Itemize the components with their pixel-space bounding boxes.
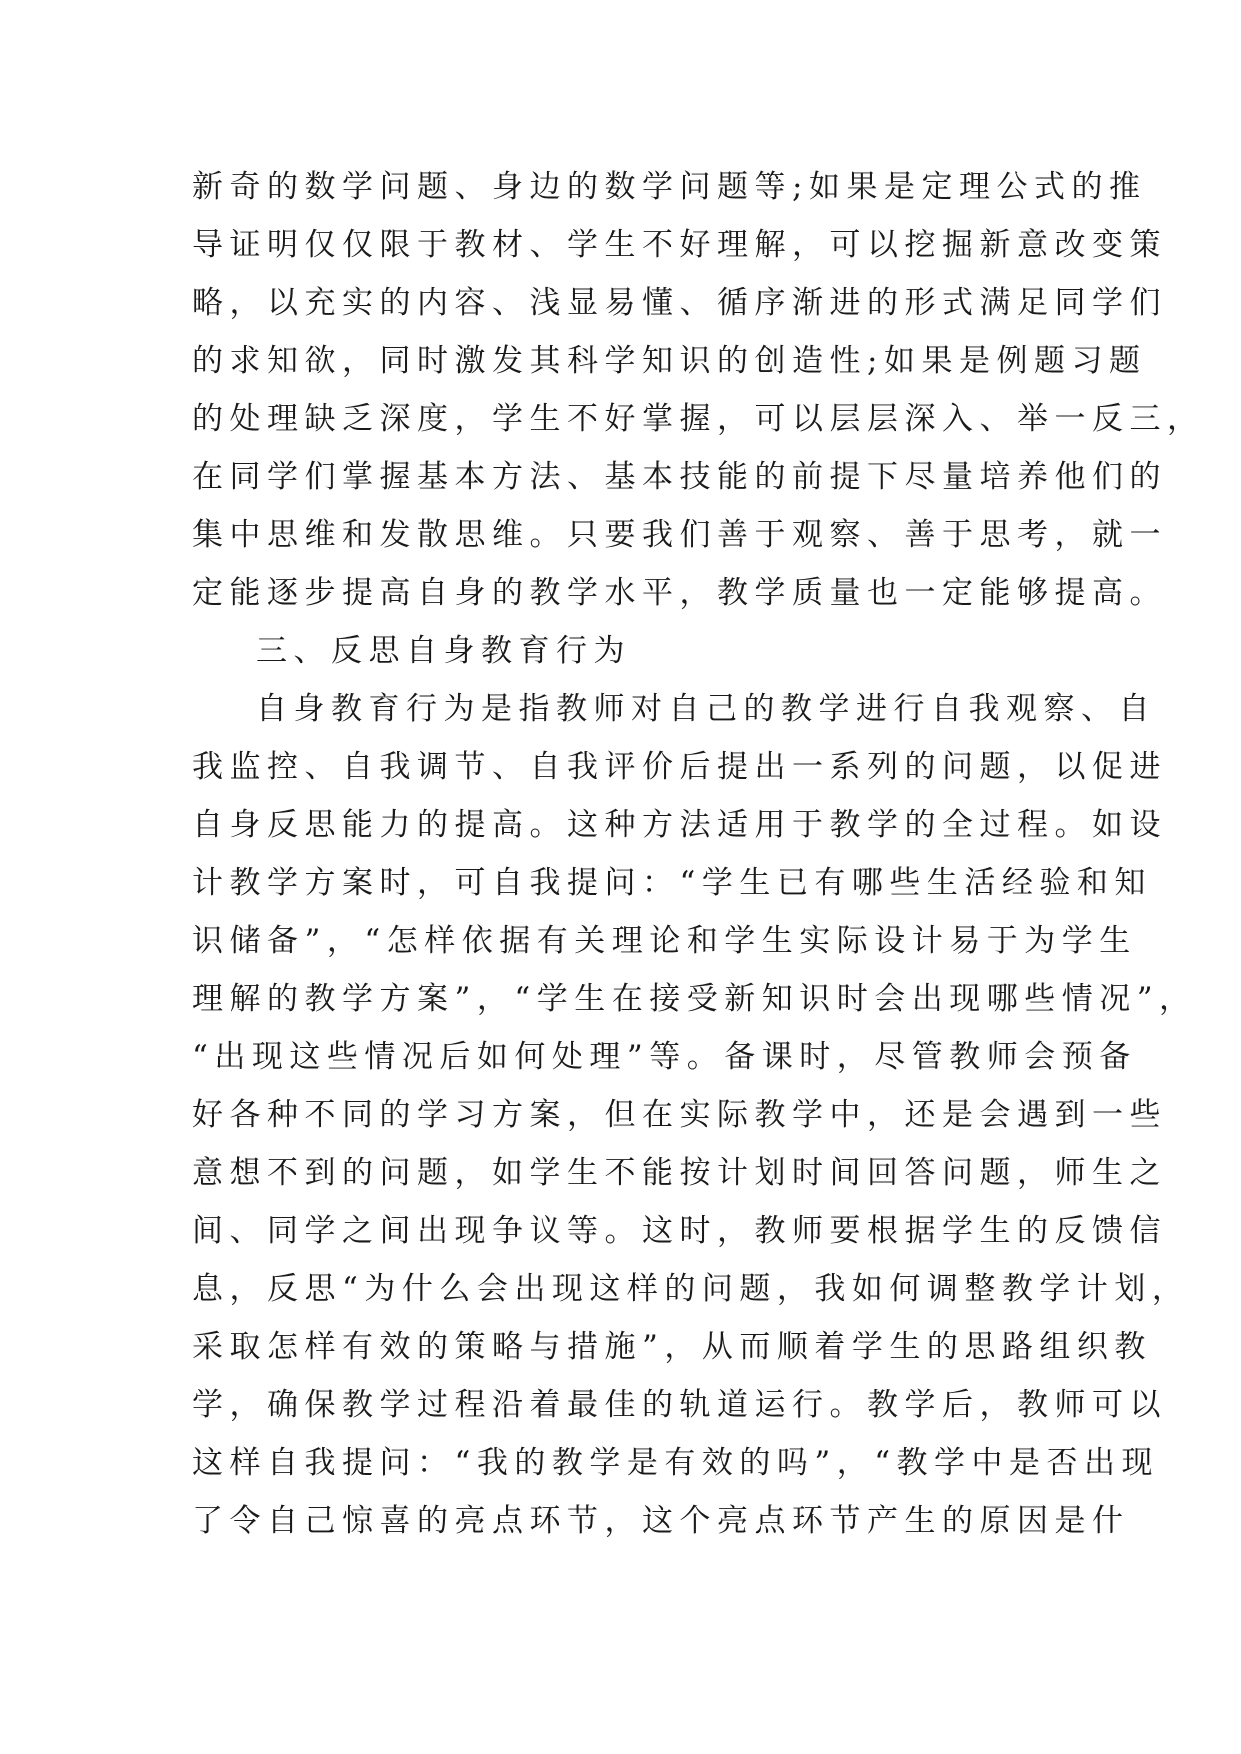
text-line: 理解的教学方案”，“学生在接受新知识时会出现哪些情况”， bbox=[192, 981, 1197, 1017]
text-line: 好各种不同的学习方案，但在实际教学中，还是会遇到一些 bbox=[192, 1097, 1167, 1133]
text-line: 采取怎样有效的策略与措施”，从而顺着学生的思路组织教 bbox=[192, 1329, 1152, 1365]
text-line: 识储备”，“怎样依据有关理论和学生实际设计易于为学生 bbox=[192, 923, 1137, 959]
text-line: 略，以充实的内容、浅显易懂、循序渐进的形式满足同学们 bbox=[192, 285, 1167, 321]
text-line: 计教学方案时，可自我提问：“学生已有哪些生活经验和知 bbox=[192, 865, 1152, 901]
text-line: 自身反思能力的提高。这种方法适用于教学的全过程。如设 bbox=[192, 807, 1167, 843]
text-line: 间、同学之间出现争议等。这时，教师要根据学生的反馈信 bbox=[192, 1213, 1167, 1249]
text-line: 定能逐步提高自身的教学水平，教学质量也一定能够提高。 bbox=[192, 575, 1167, 611]
text-line: 新奇的数学问题、身边的数学问题等;如果是定理公式的推 bbox=[192, 169, 1147, 205]
text-line: 的求知欲，同时激发其科学知识的创造性;如果是例题习题 bbox=[192, 343, 1147, 379]
section-heading: 三、反思自身教育行为 bbox=[256, 633, 631, 669]
text-line: 的处理缺乏深度，学生不好掌握，可以层层深入、举一反三， bbox=[192, 401, 1205, 437]
text-line: 意想不到的问题，如学生不能按计划时间回答问题，师生之 bbox=[192, 1155, 1167, 1191]
text-line: 我监控、自我调节、自我评价后提出一系列的问题，以促进 bbox=[192, 749, 1167, 785]
paragraph-first-line: 自身教育行为是指教师对自己的教学进行自我观察、自 bbox=[256, 691, 1156, 727]
text-line: 在同学们掌握基本方法、基本技能的前提下尽量培养他们的 bbox=[192, 459, 1167, 495]
text-line: 息，反思“为什么会出现这样的问题，我如何调整教学计划， bbox=[192, 1271, 1190, 1307]
text-line: 学，确保教学过程沿着最佳的轨道运行。教学后，教师可以 bbox=[192, 1387, 1167, 1423]
text-line: 这样自我提问：“我的教学是有效的吗”，“教学中是否出现 bbox=[192, 1445, 1160, 1481]
text-line: 了令自己惊喜的亮点环节，这个亮点环节产生的原因是什 bbox=[192, 1503, 1130, 1539]
text-line: 导证明仅仅限于教材、学生不好理解，可以挖掘新意改变策 bbox=[192, 227, 1167, 263]
text-line: “出现这些情况后如何处理”等。备课时，尽管教师会预备 bbox=[192, 1039, 1137, 1075]
text-line: 集中思维和发散思维。只要我们善于观察、善于思考，就一 bbox=[192, 517, 1167, 553]
body-text bbox=[192, 158, 1205, 1550]
